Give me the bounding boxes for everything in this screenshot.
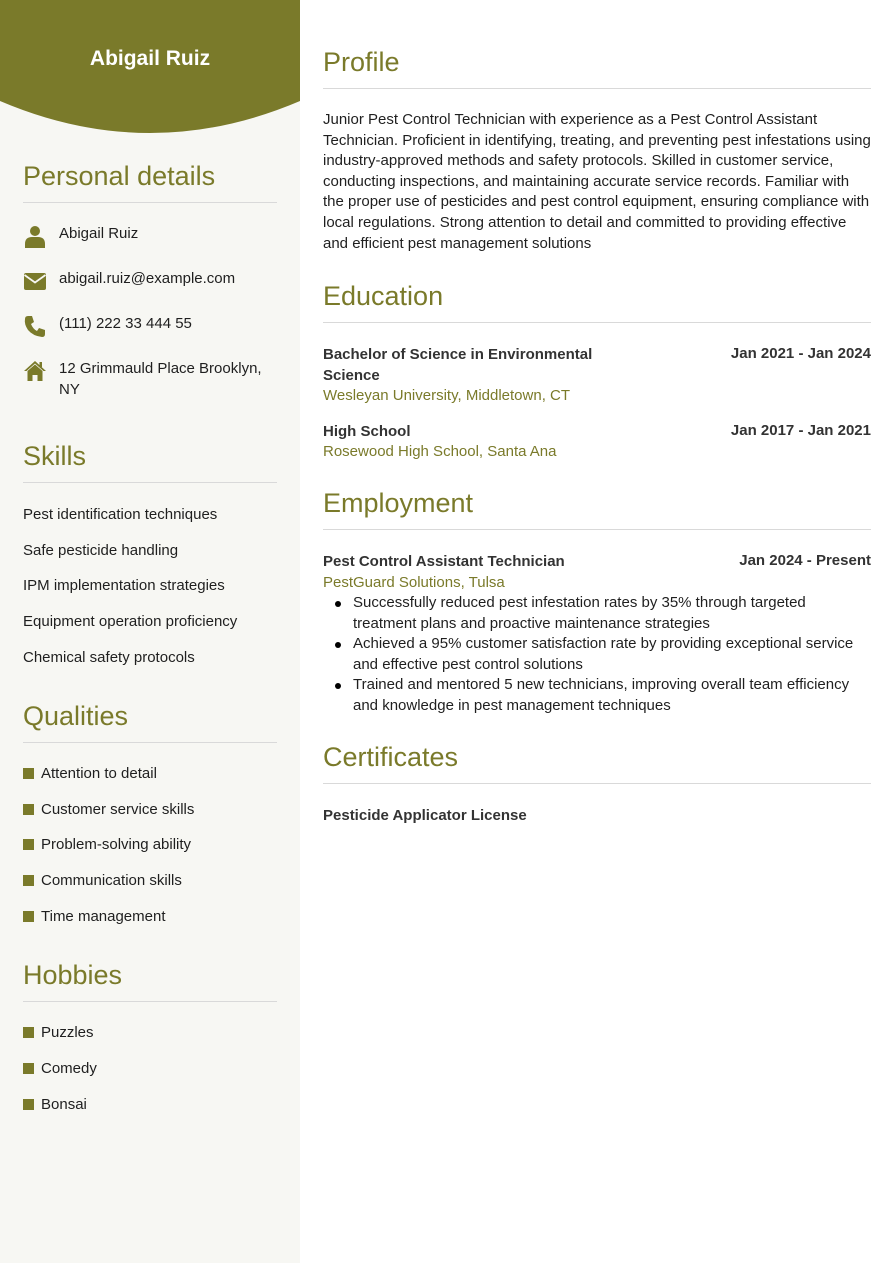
employment-entry [323, 552, 871, 717]
sidebar-header [0, 0, 300, 140]
detail-address [23, 359, 277, 400]
section-title: Certificates [323, 742, 459, 772]
personal-details-section [23, 160, 277, 398]
detail-phone-text[interactable]: (111) 222 33 444 55 [59, 315, 192, 332]
achievement-item: Successfully reduced pest infestation rates by 35% through targeted treatment plans and proactive maintenance strategies [353, 593, 871, 634]
education-dates: Jan 2021 - Jan 2024 [730, 345, 871, 362]
skill-item: Pest identification techniques [23, 506, 218, 523]
hobby-item [23, 1060, 97, 1077]
education-school: Wesleyan University, Middletown, CT [323, 387, 571, 404]
skill-item: Safe pesticide handling [23, 542, 179, 559]
qualities-section [23, 700, 277, 925]
education-entry [323, 422, 871, 463]
hobby-label: Puzzles [41, 1024, 94, 1041]
quality-item [23, 765, 157, 782]
hobby-label: Comedy [41, 1060, 97, 1077]
education-entry [323, 345, 871, 407]
quality-item [23, 801, 194, 818]
detail-email [23, 269, 277, 293]
section-title: Skills [23, 441, 87, 471]
achievement-list [323, 593, 871, 717]
candidate-name: Abigail Ruiz [89, 47, 211, 70]
section-divider [323, 783, 871, 784]
square-bullet-icon [23, 768, 34, 779]
quality-label: Problem-solving ability [41, 836, 192, 853]
achievement-item: Achieved a 95% customer satisfaction rate by providing exceptional service and effective pest control solutions [353, 634, 871, 675]
section-title: Profile [323, 47, 400, 77]
square-bullet-icon [23, 1099, 34, 1110]
section-divider [23, 202, 277, 203]
achievement-item: Trained and mentored 5 new technicians, improving overall team efficiency and knowledge in pest management techniques [353, 675, 871, 716]
quality-item [23, 872, 182, 889]
section-divider [23, 742, 277, 743]
square-bullet-icon [23, 911, 34, 922]
education-dates: Jan 2017 - Jan 2021 [730, 421, 871, 439]
employment-section [323, 487, 871, 717]
hobbies-section [23, 959, 277, 1113]
square-bullet-icon [23, 839, 34, 850]
section-title: Qualities [23, 701, 129, 731]
home-icon [23, 359, 47, 383]
employment-role: Pest Control Assistant Technician [323, 553, 565, 570]
employment-dates: Jan 2024 - Present [739, 552, 871, 569]
education-degree: Bachelor of Science in Environmental Science [323, 346, 593, 384]
hobby-item [23, 1024, 94, 1041]
detail-address-text: 12 Grimmauld Place Brooklyn, NY [59, 360, 262, 398]
profile-section [323, 46, 871, 254]
section-divider [23, 482, 277, 483]
section-title: Employment [323, 488, 474, 518]
profile-text: Junior Pest Control Technician with experience as a Pest Control Assistant Technician. Proficient in identifying, treating, and preventing pest infestations using industry-approved methods and safety protocols. Skilled in customer service, conducting inspections, and maintaining accurate service records. Familiar with the proper use of pesticides and pest control equipment, ensuring compliance with local regulations. Strong attention to detail and committed to providing effective and efficient pest management solutions [323, 111, 871, 252]
quality-item [23, 836, 191, 853]
section-title: Personal details [23, 161, 216, 191]
skills-section [23, 440, 277, 666]
section-divider [323, 88, 871, 89]
section-divider [323, 529, 871, 530]
square-bullet-icon [23, 804, 34, 815]
hobby-label: Bonsai [41, 1096, 87, 1113]
education-section [323, 280, 871, 463]
skill-item: Equipment operation proficiency [23, 613, 238, 630]
certificate-item: Pesticide Applicator License [323, 807, 527, 824]
quality-label: Customer service skills [41, 801, 195, 818]
detail-name [23, 224, 277, 248]
skill-item: IPM implementation strategies [23, 577, 225, 594]
detail-phone [23, 314, 277, 338]
square-bullet-icon [23, 1027, 34, 1038]
quality-label: Attention to detail [41, 765, 157, 782]
section-divider [323, 322, 871, 323]
detail-name-text: Abigail Ruiz [59, 225, 139, 242]
user-icon [23, 224, 47, 248]
square-bullet-icon [23, 875, 34, 886]
section-title: Education [323, 281, 444, 311]
square-bullet-icon [23, 1063, 34, 1074]
skill-item: Chemical safety protocols [23, 649, 195, 666]
education-school: Rosewood High School, Santa Ana [323, 443, 557, 460]
education-degree: High School [323, 422, 411, 440]
certificates-section [323, 741, 871, 827]
quality-label: Communication skills [41, 872, 182, 889]
employment-company: PestGuard Solutions, Tulsa [323, 573, 505, 591]
quality-label: Time management [41, 908, 166, 925]
sidebar [0, 0, 300, 1263]
phone-icon [23, 314, 47, 338]
envelope-icon [23, 269, 47, 293]
detail-email-text[interactable]: abigail.ruiz@example.com [59, 270, 236, 287]
section-title: Hobbies [23, 960, 123, 990]
hobby-item [23, 1096, 87, 1113]
quality-item [23, 908, 166, 925]
section-divider [23, 1001, 277, 1002]
